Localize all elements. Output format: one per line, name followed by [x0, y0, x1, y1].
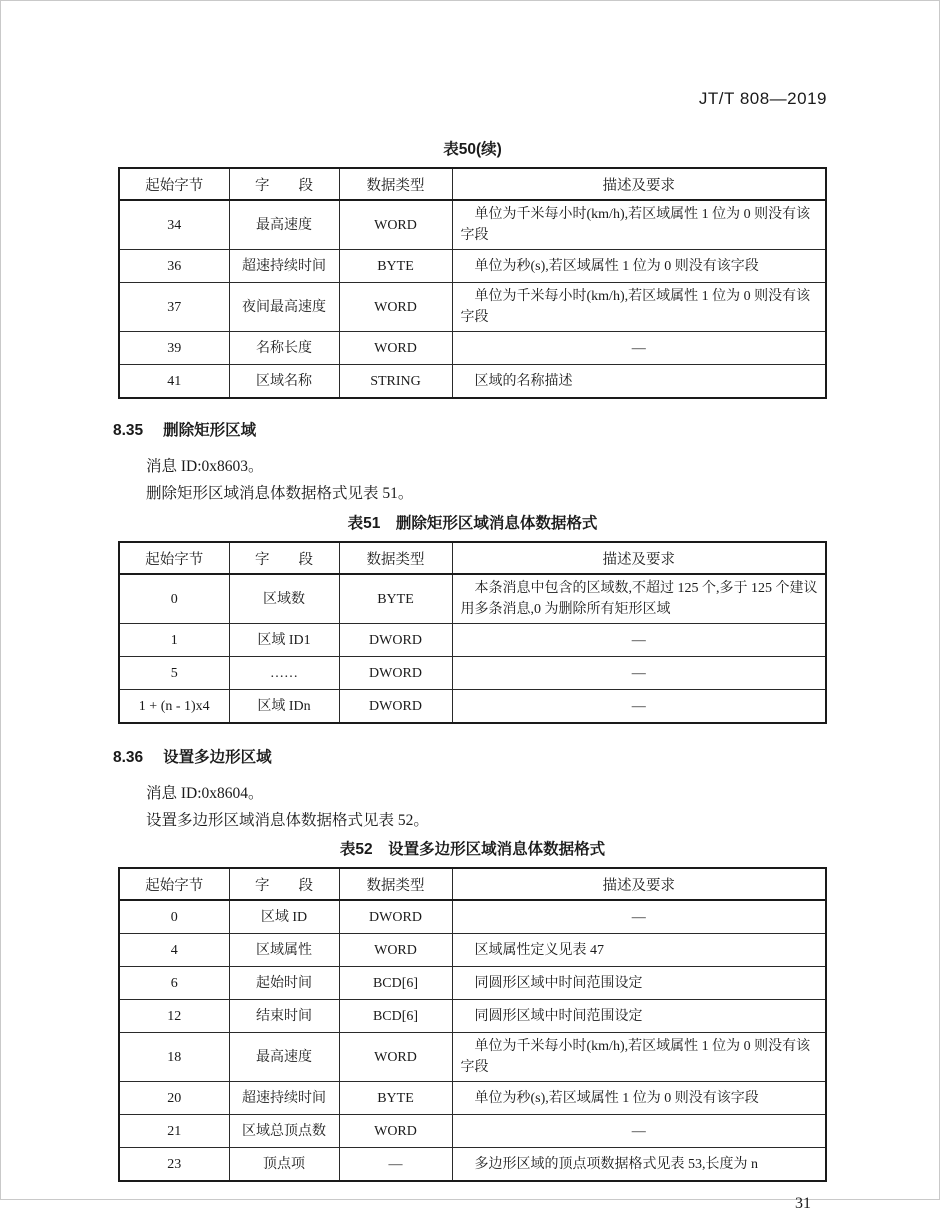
table-row [119, 1115, 826, 1148]
table-cell: 12 [119, 1000, 229, 1033]
page-number: 31 [795, 1195, 811, 1212]
table-cell: 区域属性 [229, 934, 339, 967]
table-row [119, 200, 826, 250]
table-cell: — [339, 1148, 452, 1182]
paragraph-table-reference: 设置多边形区域消息体数据格式见表 52。 [146, 812, 429, 829]
table-cell: — [452, 900, 826, 934]
table-row [119, 900, 826, 934]
table-50-caption: 表50(续) [443, 141, 502, 158]
table-cell: BYTE [339, 1082, 452, 1115]
table-row [119, 574, 826, 624]
table-cell: 37 [119, 283, 229, 332]
table-header-row [119, 542, 826, 574]
table-cell: DWORD [339, 690, 452, 724]
table-cell: 夜间最高速度 [229, 283, 339, 332]
table-cell: 20 [119, 1082, 229, 1115]
table-cell: 区域 ID [229, 900, 339, 934]
table-cell: BCD[6] [339, 967, 452, 1000]
table-cell: 39 [119, 332, 229, 365]
table-row [119, 1148, 826, 1182]
table-cell: 1 + (n - 1)x4 [119, 690, 229, 724]
table-row [119, 365, 826, 399]
column-header-start-byte: 起始字节 [119, 868, 229, 900]
table-cell: 最高速度 [229, 1033, 339, 1082]
table-cell: — [452, 624, 826, 657]
table-cell: 18 [119, 1033, 229, 1082]
standard-number: JT/T 808—2019 [698, 89, 827, 108]
table-header-row [119, 168, 826, 200]
table-cell: 单位为千米每小时(km/h),若区域属性 1 位为 0 则没有该字段 [452, 200, 826, 250]
table-row [119, 250, 826, 283]
section-number: 8.36 [113, 749, 144, 766]
table-cell: 单位为秒(s),若区域属性 1 位为 0 则没有该字段 [452, 1082, 826, 1115]
column-header-field: 字 段 [229, 868, 339, 900]
column-header-description: 描述及要求 [452, 868, 826, 900]
column-header-start-byte: 起始字节 [119, 168, 229, 200]
table-cell: 6 [119, 967, 229, 1000]
table-cell: 区域属性定义见表 47 [452, 934, 826, 967]
column-header-description: 描述及要求 [452, 168, 826, 200]
section-heading-8-35 [113, 421, 827, 441]
table-row [119, 690, 826, 724]
table-cell: 单位为千米每小时(km/h),若区域属性 1 位为 0 则没有该字段 [452, 283, 826, 332]
section-title: 删除矩形区域 [163, 422, 257, 439]
column-header-description: 描述及要求 [452, 542, 826, 574]
table-50 [118, 167, 827, 399]
table-cell: 单位为秒(s),若区域属性 1 位为 0 则没有该字段 [452, 250, 826, 283]
table-51 [118, 541, 827, 724]
column-header-field: 字 段 [229, 168, 339, 200]
table-cell: 多边形区域的顶点项数据格式见表 53,长度为 n [452, 1148, 826, 1182]
table-cell: 同圆形区域中时间范围设定 [452, 1000, 826, 1033]
table-cell: 0 [119, 574, 229, 624]
section-heading-8-36 [113, 748, 827, 768]
column-header-field: 字 段 [229, 542, 339, 574]
table-cell: 超速持续时间 [229, 250, 339, 283]
table-cell: 起始时间 [229, 967, 339, 1000]
table-cell: BYTE [339, 574, 452, 624]
table-cell: WORD [339, 332, 452, 365]
table-cell: 4 [119, 934, 229, 967]
table-52 [118, 867, 827, 1182]
table-cell: 顶点项 [229, 1148, 339, 1182]
table-cell: 34 [119, 200, 229, 250]
table-cell: DWORD [339, 657, 452, 690]
paragraph-table-reference: 删除矩形区域消息体数据格式见表 51。 [146, 485, 414, 502]
table-cell: 区域总顶点数 [229, 1115, 339, 1148]
table-cell: 36 [119, 250, 229, 283]
table-cell: — [452, 690, 826, 724]
table-52-caption: 表52 设置多边形区域消息体数据格式 [339, 841, 606, 858]
paragraph-message-id: 消息 ID:0x8604。 [146, 785, 264, 802]
table-cell: 0 [119, 900, 229, 934]
table-cell: WORD [339, 1033, 452, 1082]
table-cell: 41 [119, 365, 229, 399]
table-row [119, 934, 826, 967]
table-row [119, 1033, 826, 1082]
table-cell: 最高速度 [229, 200, 339, 250]
table-cell: DWORD [339, 624, 452, 657]
table-cell: 区域 ID1 [229, 624, 339, 657]
table-cell: 结束时间 [229, 1000, 339, 1033]
table-cell: WORD [339, 934, 452, 967]
table-cell: 本条消息中包含的区域数,不超过 125 个,多于 125 个建议用多条消息,0 为删除所有矩形区域 [452, 574, 826, 624]
table-cell: 区域数 [229, 574, 339, 624]
table-row [119, 1082, 826, 1115]
column-header-data-type: 数据类型 [339, 542, 452, 574]
column-header-data-type: 数据类型 [339, 868, 452, 900]
table-row [119, 283, 826, 332]
table-cell: 23 [119, 1148, 229, 1182]
table-cell: 区域 IDn [229, 690, 339, 724]
table-cell: 同圆形区域中时间范围设定 [452, 967, 826, 1000]
table-row [119, 967, 826, 1000]
table-cell: — [452, 1115, 826, 1148]
table-cell: — [452, 332, 826, 365]
table-cell: — [452, 657, 826, 690]
table-cell: BYTE [339, 250, 452, 283]
section-title: 设置多边形区域 [163, 749, 272, 766]
table-cell: BCD[6] [339, 1000, 452, 1033]
table-row [119, 332, 826, 365]
column-header-data-type: 数据类型 [339, 168, 452, 200]
table-cell: 1 [119, 624, 229, 657]
table-row [119, 624, 826, 657]
table-cell: DWORD [339, 900, 452, 934]
table-51-caption: 表51 删除矩形区域消息体数据格式 [347, 515, 598, 532]
table-cell: 区域的名称描述 [452, 365, 826, 399]
table-cell: 单位为千米每小时(km/h),若区域属性 1 位为 0 则没有该字段 [452, 1033, 826, 1082]
column-header-start-byte: 起始字节 [119, 542, 229, 574]
table-row [119, 657, 826, 690]
table-header-row [119, 868, 826, 900]
table-cell: 名称长度 [229, 332, 339, 365]
table-cell: 区域名称 [229, 365, 339, 399]
table-cell: 超速持续时间 [229, 1082, 339, 1115]
table-cell: 21 [119, 1115, 229, 1148]
section-number: 8.35 [113, 422, 144, 439]
table-cell: WORD [339, 1115, 452, 1148]
table-row [119, 1000, 826, 1033]
table-cell: 5 [119, 657, 229, 690]
paragraph-message-id: 消息 ID:0x8603。 [146, 458, 264, 475]
table-cell: …… [229, 657, 339, 690]
table-cell: WORD [339, 200, 452, 250]
table-cell: STRING [339, 365, 452, 399]
table-cell: WORD [339, 283, 452, 332]
page-content [113, 140, 827, 1213]
